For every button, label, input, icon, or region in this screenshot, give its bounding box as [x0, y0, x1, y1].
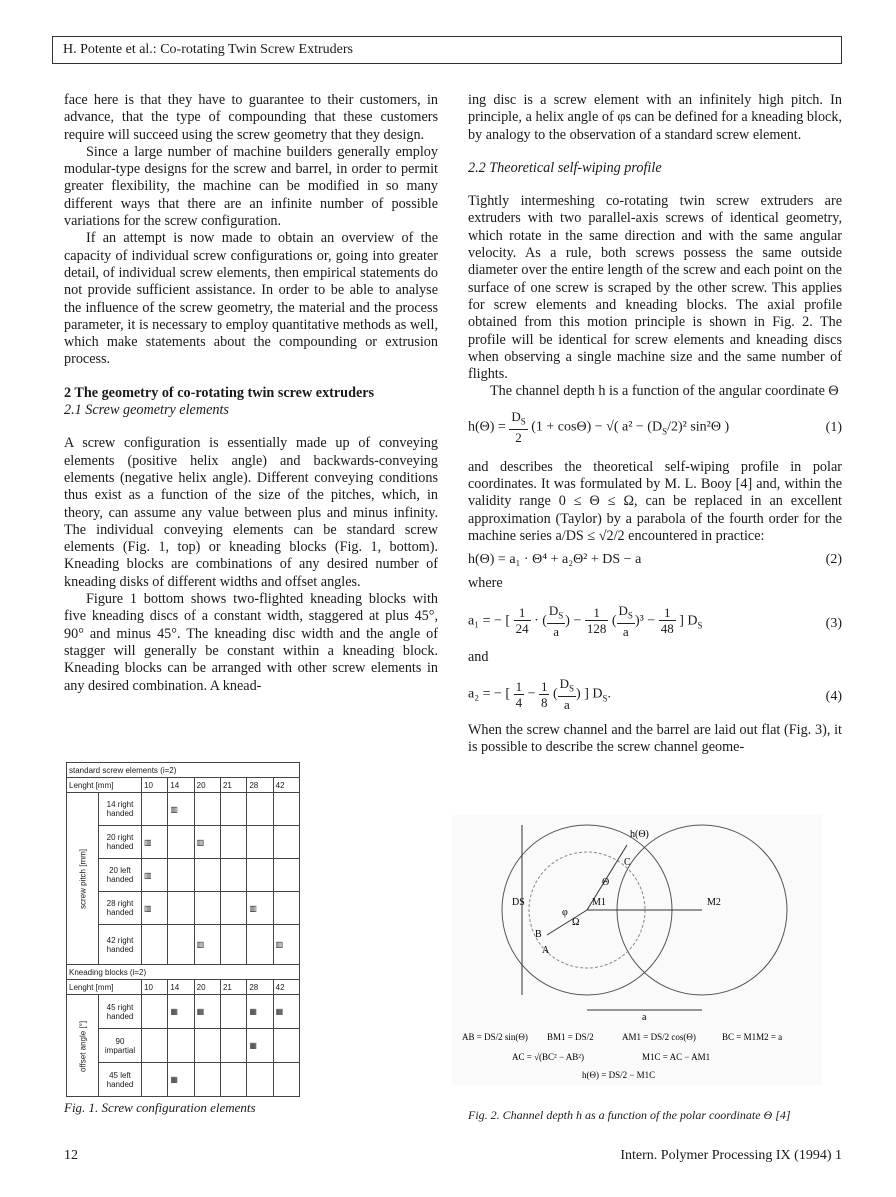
left-column	[64, 92, 438, 695]
paragraph: face here is that they have to guarantee to their customers, in advance, that the type of compounding that these customers require will succeed using the screw geometry that they design.	[64, 92, 438, 143]
self-wiping-profile-diagram	[452, 815, 822, 1085]
svg-text:C: C	[624, 857, 631, 868]
svg-text:φ: φ	[562, 907, 568, 918]
svg-text:a: a	[642, 1012, 647, 1023]
paragraph: Tightly intermeshing co-rotating twin screw extruders are extruders with two parallel-axis screws of identical geometry, which rotate in the same direction and with the same angular velocity. As a rule, both screws possess the same outside diameter over the entire length of the screw and each point on the surface of one screw is scraped by the other screw. This applies for screw elements and kneading blocks. The axial profile obtained from this motion principle is shown in Fig. 2. The profile will be identical for screw elements and kneading discs when observing a single machine size and the same number of flights.	[468, 193, 842, 383]
section-title: 2 The geometry of co-rotating twin screw extruders	[64, 384, 375, 401]
screw-elements-table: standard screw elements (i=2) Lenght [mm] 10 14 20 21 28 42 screw pitch [mm] 14 right handed ▥ 20 right handed ▥ ▥ 20 left handed ▥ 28 right handed ▥ ▥ 42 right handed ▥ ▥ Kneading blocks (i=2) Lenght [mm] 10 14 20 21 28 42 offset angle [°] 45 right handed ▦ ▦ ▦ ▦ 90 impartial ▦ 45 left handed ▦	[66, 762, 300, 1097]
equation-1: h(Θ) = $\frac{D_S}{2}$ (1 + cosΘ) − √( $a^2 - (D_S/2)^2$ sin²Θ ) (1)	[468, 408, 842, 446]
kneading-block-graphic: ▦	[168, 995, 194, 1029]
running-title: H. Potente et al.: Co-rotating Twin Screw Extruders	[63, 42, 353, 57]
axis-label: screw pitch [mm]	[67, 793, 99, 965]
running-header	[52, 36, 842, 64]
paragraph: and describes the theoretical self-wiping profile in polar coordinates. It was formulated by M. L. Booy [4] and, within the validity range 0 ≤ Θ ≤ Ω, can be replaced in an excellent approximation (Taylor) by a parabola of the fourth order for the machine series a/DS ≤ √2/2 encountered in practice:	[468, 458, 842, 544]
paragraph: The channel depth h is a function of the angular coordinate Θ	[490, 383, 839, 400]
length-header: Lenght [mm]	[67, 778, 142, 793]
screw-element-graphic: ▥	[194, 925, 220, 965]
kneading-block-graphic: ▦	[168, 1063, 194, 1097]
paragraph: A screw configuration is essentially made up of conveying elements (positive helix angle) and backwards-conveying elements (negative helix angle). Different conveying conditions thus exist as a function of the size of the pitches, which, in theory, can assume any value between plus and minus infinity. The individual conveying elements can be standard screw elements (Fig. 1, top) or kneading blocks (Fig. 1, bottom). Kneading blocks are combinations of any desired number of kneading disks of different widths and offset angles.	[64, 435, 438, 590]
kneading-block-graphic: ▦	[247, 1029, 273, 1063]
paragraph: Figure 1 bottom shows two-flighted kneading blocks with five kneading discs of a constant width, staggered at plus 45°, 90° and minus 45°. The kneading disc width and the angle of stagger will generally be constant within a kneading block. Kneading blocks can be arranged with other screw elements in any desired combination. A knead-	[64, 591, 438, 694]
kneading-block-graphic: ▦	[247, 995, 273, 1029]
equation-number: (3)	[825, 615, 842, 631]
svg-text:AC = √(BC² − AB²): AC = √(BC² − AB²)	[512, 1052, 584, 1062]
svg-text:A: A	[542, 945, 550, 956]
svg-text:B: B	[535, 929, 542, 940]
screw-element-graphic: ▥	[142, 892, 168, 925]
word: and	[468, 648, 489, 665]
svg-text:Θ: Θ	[602, 877, 610, 888]
figure-2-caption: Fig. 2. Channel depth h as a function of the polar coordinate Θ [4]	[468, 1108, 791, 1122]
equation-3: a₁ = − [ $\frac{1}{24}$ · ( $\frac{D_S}{a}$ ) − $\frac{1}{128}$ ( $\frac{D_S}{a}$ )³ − $\frac{1}{48}$ ] $D_S$ (3)	[468, 602, 842, 640]
table-title: Kneading blocks (i=2)	[67, 965, 300, 980]
svg-text:Ω: Ω	[572, 917, 580, 928]
paragraph: ing disc is a screw element with an infinitely high pitch. In principle, a helix angle of φs can be defined for a kneading block, by analogy to the observation of a standard screw element.	[468, 92, 842, 143]
equation-2: h(Θ) = a₁ · Θ⁴ + a₂Θ² + DS − a (2)	[468, 552, 842, 568]
svg-text:AB = DS/2 sin(Θ): AB = DS/2 sin(Θ)	[462, 1032, 528, 1042]
table-title: standard screw elements (i=2)	[67, 763, 300, 778]
svg-text:M1: M1	[592, 897, 606, 908]
figure-1-caption: Fig. 1. Screw configuration elements	[64, 1100, 256, 1115]
equation-number: (1)	[825, 419, 842, 435]
figure-2	[452, 815, 822, 1085]
kneading-block-graphic: ▦	[273, 995, 299, 1029]
equation-number: (4)	[825, 688, 842, 704]
svg-text:BM1 = DS/2: BM1 = DS/2	[547, 1032, 594, 1042]
figure-1	[66, 762, 300, 1088]
svg-text:M1C = AC − AM1: M1C = AC − AM1	[642, 1052, 711, 1062]
journal-reference: Intern. Polymer Processing IX (1994) 1	[620, 1148, 842, 1163]
screw-element-graphic: ▥	[142, 826, 168, 859]
kneading-block-graphic: ▦	[194, 995, 220, 1029]
svg-text:h(Θ): h(Θ)	[630, 829, 649, 840]
subsection-title: 2.1 Screw geometry elements	[64, 402, 229, 419]
paragraph: When the screw channel and the barrel are laid out flat (Fig. 3), it is possible to describe the screw channel geome-	[468, 721, 842, 756]
svg-text:BC = M1M2 = a: BC = M1M2 = a	[722, 1032, 783, 1042]
paragraph: Since a large number of machine builders generally employ modular-type designs for the screw and barrel, in order to permit greater flexibility, the machine can be modified in so many different ways that there are an infinite number of possible variations for the screw configuration.	[64, 143, 438, 230]
right-column	[468, 92, 842, 756]
subsection-title: 2.2 Theoretical self-wiping profile	[468, 159, 662, 176]
svg-text:M2: M2	[707, 897, 721, 908]
page-number: 12	[64, 1148, 78, 1163]
svg-text:h(Θ) = DS/2 − M1C: h(Θ) = DS/2 − M1C	[582, 1070, 656, 1080]
paragraph: If an attempt is now made to obtain an overview of the capacity of individual screw configurations or, going into greater detail, of individual screw elements, then empirical statements do not provide sufficient assistance. In order to be able to analyse the influence of the screw geometry, the material and the process parameter, it is necessary to employ quantitative methods as well, which make statements about the compounding or extrusion process.	[64, 230, 438, 368]
screw-element-graphic: ▥	[273, 925, 299, 965]
screw-element-graphic: ▥	[247, 892, 273, 925]
axis-label: offset angle [°]	[67, 995, 99, 1097]
svg-text:AM1 = DS/2 cos(Θ): AM1 = DS/2 cos(Θ)	[622, 1032, 696, 1042]
equation-4: a₂ = − [ $\frac{1}{4}$ − $\frac{1}{8}$ ( $\frac{D_S}{a}$ ) ] $D_S$. (4)	[468, 675, 842, 713]
screw-element-graphic: ▥	[142, 859, 168, 892]
svg-text:DS: DS	[512, 897, 525, 908]
screw-element-graphic: ▥	[168, 793, 194, 826]
word: where	[468, 575, 503, 592]
equation-number: (2)	[825, 552, 842, 568]
screw-element-graphic: ▥	[194, 826, 220, 859]
